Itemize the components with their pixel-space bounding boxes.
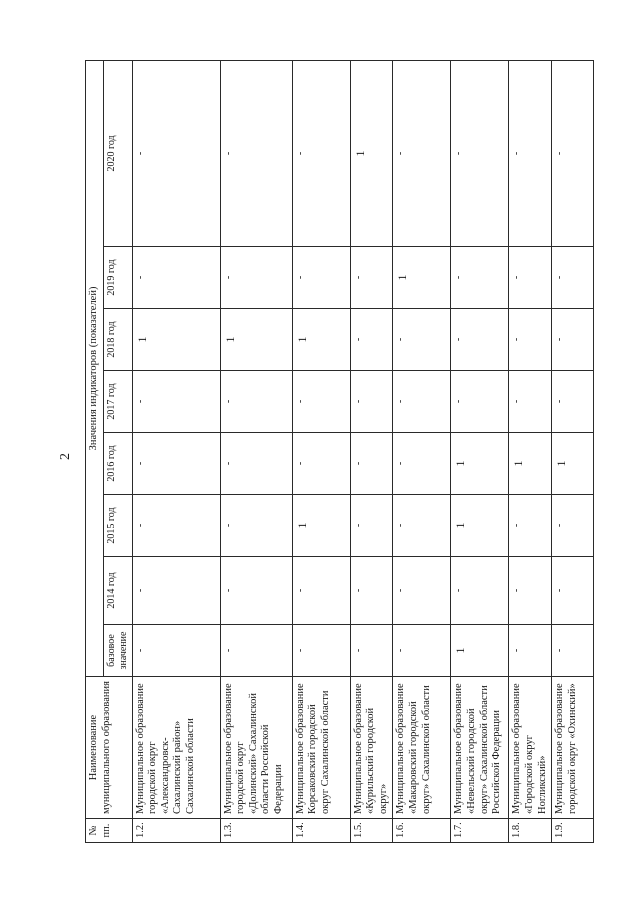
cell-value: - <box>350 371 393 433</box>
cell-value: - <box>509 557 552 625</box>
row-name: Муниципальное образование Корсаковский городской округ Сахалинской области <box>292 677 350 819</box>
row-num: 1.2. <box>132 819 220 843</box>
row-num: 1.4. <box>292 819 350 843</box>
header-col-base: базовое значение <box>103 625 132 677</box>
cell-value: - <box>393 557 451 625</box>
cell-value: - <box>509 625 552 677</box>
cell-value: 1 <box>132 309 220 371</box>
cell-value: - <box>552 625 594 677</box>
cell-value: - <box>393 371 451 433</box>
table-row <box>552 60 594 842</box>
cell-value: - <box>451 247 509 309</box>
cell-value: 1 <box>451 433 509 495</box>
cell-value: - <box>509 309 552 371</box>
header-col-2015: 2015 год <box>103 495 132 557</box>
row-name: Муниципальное образование «Макаровский городской округ» Сахалинской области <box>393 677 451 819</box>
cell-value: - <box>350 247 393 309</box>
cell-value: - <box>220 557 292 625</box>
table-row <box>509 60 552 842</box>
cell-value: - <box>552 309 594 371</box>
cell-value: - <box>220 247 292 309</box>
header-values-group: Значения индикаторов (показателей) <box>86 60 104 676</box>
cell-value: - <box>220 60 292 246</box>
header-row-1 <box>86 60 104 842</box>
table-row <box>292 60 350 842</box>
header-col-2016: 2016 год <box>103 433 132 495</box>
cell-value: - <box>509 495 552 557</box>
table-row <box>451 60 509 842</box>
row-name: Муниципальное образование «Невельский городской округ» Сахалинской области Российской Федерации <box>451 677 509 819</box>
cell-value: - <box>552 495 594 557</box>
row-num: 1.3. <box>220 819 292 843</box>
cell-value: - <box>132 371 220 433</box>
cell-value: - <box>292 60 350 246</box>
row-name: Муниципальное образование городской округ «Охинский» <box>552 677 594 819</box>
cell-value: - <box>509 60 552 246</box>
row-name: Муниципальное образование городской округ «Александровск-Сахалинский район» Сахалинской области <box>132 677 220 819</box>
cell-value: - <box>393 433 451 495</box>
cell-value: - <box>292 371 350 433</box>
cell-value: 1 <box>509 433 552 495</box>
cell-value: - <box>393 625 451 677</box>
cell-value: - <box>393 60 451 246</box>
row-name: Муниципальное образование «Курильский городской округ» <box>350 677 393 819</box>
row-num: 1.5. <box>350 819 393 843</box>
header-col-2017: 2017 год <box>103 371 132 433</box>
table-row <box>350 60 393 842</box>
header-name: Наименование муниципального образования <box>86 677 133 819</box>
cell-value: - <box>220 625 292 677</box>
cell-value: - <box>393 495 451 557</box>
cell-value: - <box>292 557 350 625</box>
cell-value: - <box>509 371 552 433</box>
row-name: Муниципальное образование «Городской округ Ногликский» <box>509 677 552 819</box>
cell-value: - <box>350 309 393 371</box>
header-col-2019: 2019 год <box>103 247 132 309</box>
cell-value: - <box>132 433 220 495</box>
page-number: 2 <box>58 453 73 460</box>
cell-value: - <box>552 247 594 309</box>
cell-value: - <box>451 60 509 246</box>
table-row <box>220 60 292 842</box>
cell-value: - <box>220 495 292 557</box>
row-name: Муниципальное образование городской округ «Долинский» Сахалинской области Российской Федерации <box>220 677 292 819</box>
header-col-2018: 2018 год <box>103 309 132 371</box>
cell-value: - <box>552 557 594 625</box>
cell-value: 1 <box>292 495 350 557</box>
cell-value: - <box>292 247 350 309</box>
row-num: 1.9. <box>552 819 594 843</box>
cell-value: 1 <box>393 247 451 309</box>
row-num: 1.8. <box>509 819 552 843</box>
cell-value: - <box>132 247 220 309</box>
header-num: № пп. <box>86 819 133 843</box>
cell-value: - <box>350 433 393 495</box>
cell-value: - <box>451 309 509 371</box>
cell-value: 1 <box>552 433 594 495</box>
row-num: 1.7. <box>451 819 509 843</box>
cell-value: - <box>220 371 292 433</box>
cell-value: 1 <box>220 309 292 371</box>
cell-value: - <box>132 495 220 557</box>
cell-value: - <box>509 247 552 309</box>
cell-value: 1 <box>292 309 350 371</box>
cell-value: - <box>292 625 350 677</box>
cell-value: 1 <box>451 495 509 557</box>
cell-value: - <box>451 557 509 625</box>
cell-value: - <box>132 625 220 677</box>
table-row <box>132 60 220 842</box>
cell-value: - <box>350 625 393 677</box>
cell-value: - <box>350 557 393 625</box>
cell-value: - <box>292 433 350 495</box>
cell-value: 1 <box>451 625 509 677</box>
cell-value: - <box>350 495 393 557</box>
table-row <box>393 60 451 842</box>
cell-value: - <box>393 309 451 371</box>
cell-value: - <box>220 433 292 495</box>
cell-value: 1 <box>350 60 393 246</box>
header-col-2020: 2020 год <box>103 60 132 246</box>
indicators-table <box>85 60 594 843</box>
cell-value: - <box>552 371 594 433</box>
header-col-2014: 2014 год <box>103 557 132 625</box>
cell-value: - <box>552 60 594 246</box>
row-num: 1.6. <box>393 819 451 843</box>
cell-value: - <box>132 60 220 246</box>
cell-value: - <box>451 371 509 433</box>
cell-value: - <box>132 557 220 625</box>
